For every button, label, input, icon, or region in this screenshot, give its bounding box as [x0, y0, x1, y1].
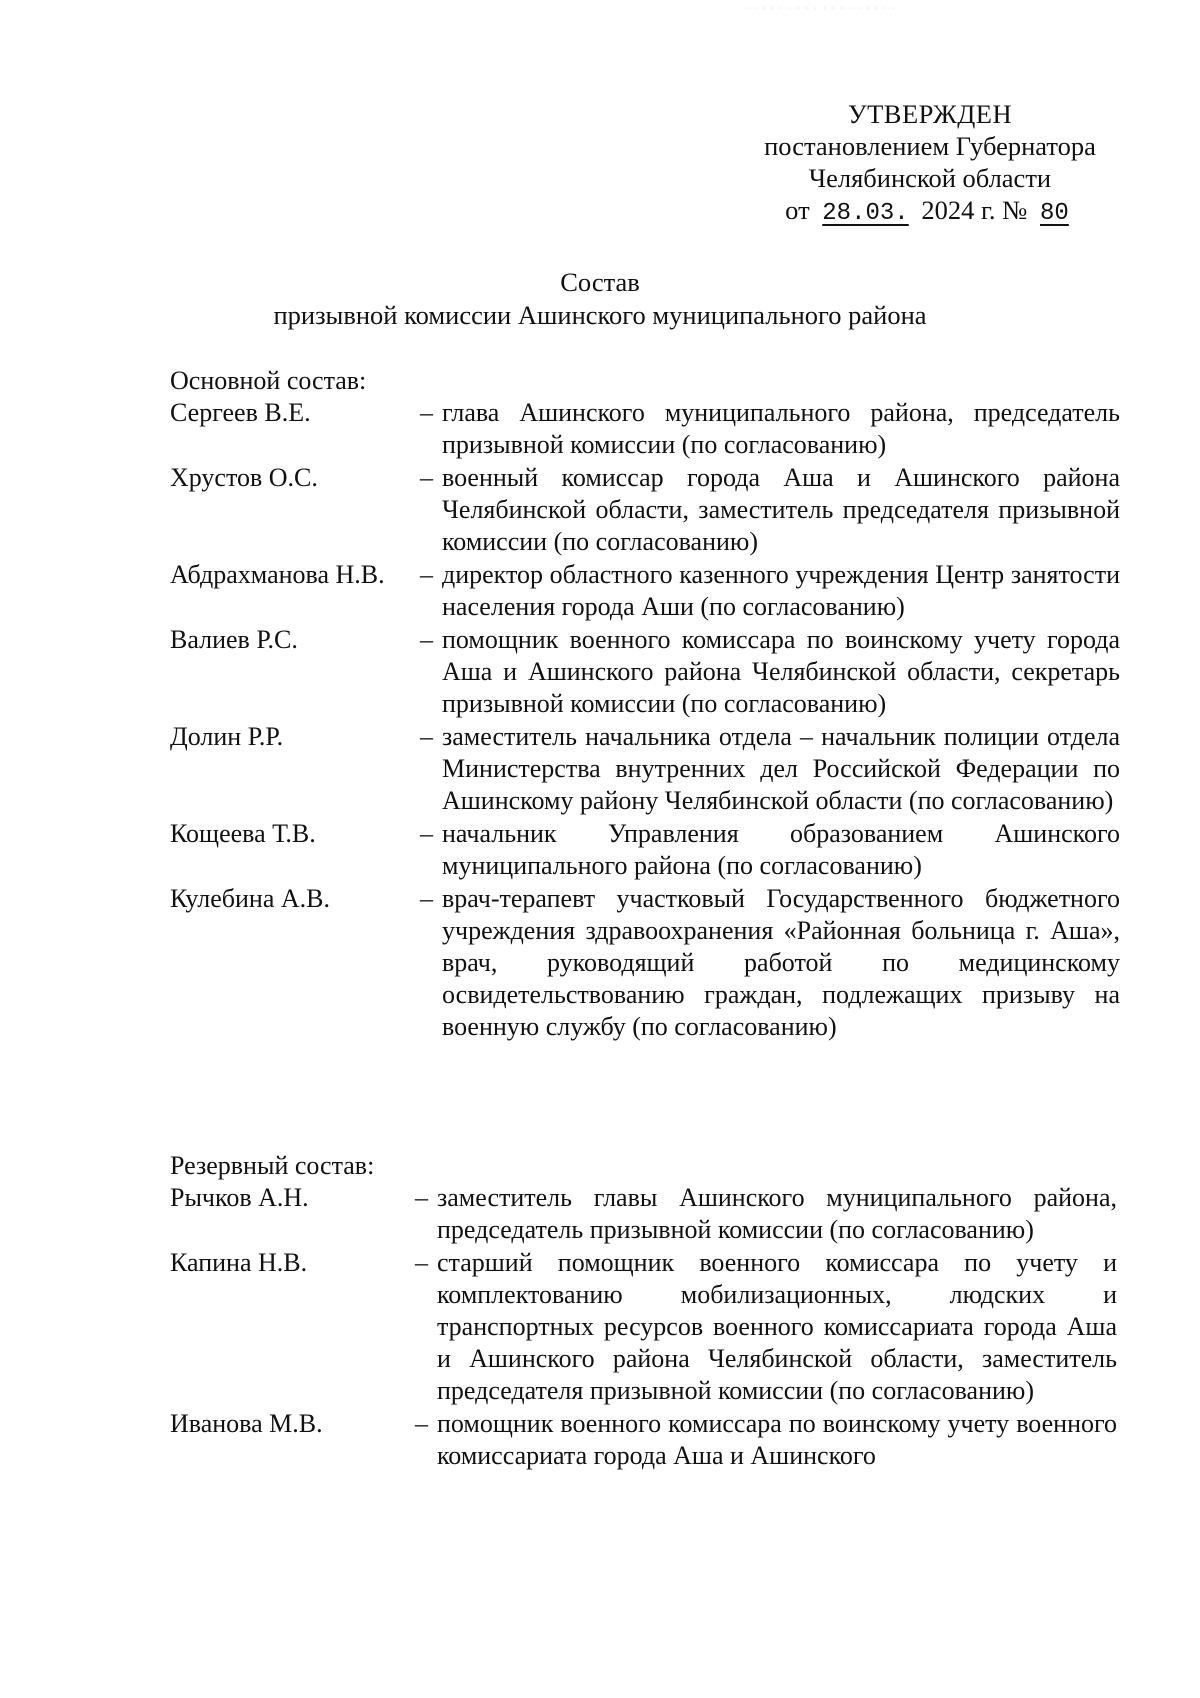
member-row — [170, 397, 1130, 461]
member-description: военный комиссар города Аша и Ашинского района Челябинской области, заместитель председателя призывной комиссии (по согласованию) — [442, 463, 1120, 556]
member-dash: – — [420, 722, 433, 751]
member-dash: – — [420, 884, 433, 913]
member-dash: – — [415, 1409, 428, 1438]
approval-line-2: Челябинской области — [808, 163, 1052, 193]
member-description: глава Ашинского муниципального района, председатель призывной комиссии (по согласованию) — [442, 398, 1120, 459]
member-dash: – — [415, 1248, 428, 1277]
member-dash: – — [420, 463, 433, 492]
date-value: 28.03. — [822, 200, 909, 227]
member-name: Сергеев В.Е. — [170, 398, 311, 427]
member-description: помощник военного комиссара по воинскому учету города Аша и Ашинского района Челябинской области, секретарь призывной комиссии (по согласованию) — [442, 625, 1120, 718]
heading-line-1: Состав — [560, 267, 640, 297]
member-name: Хрустов О.С. — [170, 463, 318, 492]
main-composition — [170, 365, 1130, 1044]
member-dash: – — [420, 560, 433, 589]
member-name: Капина Н.В. — [170, 1248, 308, 1277]
member-name: Иванова М.В. — [170, 1409, 323, 1438]
member-name: Долин Р.Р. — [170, 722, 284, 751]
reserve-composition — [170, 1150, 1130, 1473]
document-heading — [150, 266, 1050, 332]
main-composition-label: Основной состав: — [170, 366, 367, 395]
member-row — [170, 818, 1130, 882]
decree-number: 80 — [1040, 200, 1069, 227]
member-description: заместитель главы Ашинского муниципального района, председатель призывной комиссии (по согласованию) — [437, 1183, 1117, 1244]
member-name: Абдрахманова Н.В. — [170, 560, 385, 589]
approval-date-line — [745, 194, 1115, 230]
member-description: заместитель начальника отдела – начальник полиции отдела Министерства внутренних дел Российской Федерации по Ашинскому району Челябинской области (по согласованию) — [442, 722, 1120, 815]
member-row — [170, 559, 1130, 623]
member-row — [170, 1408, 1130, 1472]
scan-artifact: · · · · · · · · · · · · · · · · · · — [745, 6, 897, 12]
year-text: 2024 г. № — [921, 195, 1028, 225]
member-row — [170, 1182, 1130, 1246]
heading-line-2: призывной комиссии Ашинского муниципального района — [273, 300, 927, 330]
member-row — [170, 624, 1130, 720]
approval-line-1: постановлением Губернатора — [764, 131, 1096, 161]
member-row — [170, 1247, 1130, 1407]
member-description: директор областного казенного учреждения Центр занятости населения города Аши (по согласованию) — [442, 560, 1120, 621]
member-description: начальник Управления образованием Ашинского муниципального района (по согласованию) — [442, 819, 1120, 880]
date-prefix: от — [785, 195, 810, 225]
member-description: врач-терапевт участковый Государственного бюджетного учреждения здравоохранения «Районная больница г. Аша», врач, руководящий работой по медицинскому освидетельствованию граждан, подлежащих призыву на военную службу (по согласованию) — [442, 884, 1120, 1041]
member-dash: – — [420, 625, 433, 654]
approval-block — [745, 98, 1115, 230]
member-dash: – — [415, 1183, 428, 1212]
member-description: помощник военного комиссара по воинскому учету военного комиссариата города Аша и Ашинского — [437, 1409, 1117, 1470]
member-name: Рычков А.Н. — [170, 1183, 309, 1212]
member-row — [170, 883, 1130, 1043]
member-row — [170, 721, 1130, 817]
approval-title: УТВЕРЖДЕН — [847, 99, 1013, 129]
member-dash: – — [420, 398, 433, 427]
member-name: Валиев Р.С. — [170, 625, 298, 654]
member-name: Кощеева Т.В. — [170, 819, 316, 848]
member-name: Кулебина А.В. — [170, 884, 330, 913]
reserve-composition-label: Резервный состав: — [170, 1151, 375, 1180]
member-dash: – — [420, 819, 433, 848]
member-description: старший помощник военного комиссара по учету и комплектованию мобилизационных, людских и транспортных ресурсов военного комиссариата города Аша и Ашинского района Челябинской области, заместитель председателя призывной комиссии (по согласованию) — [437, 1248, 1117, 1405]
member-row — [170, 462, 1130, 558]
